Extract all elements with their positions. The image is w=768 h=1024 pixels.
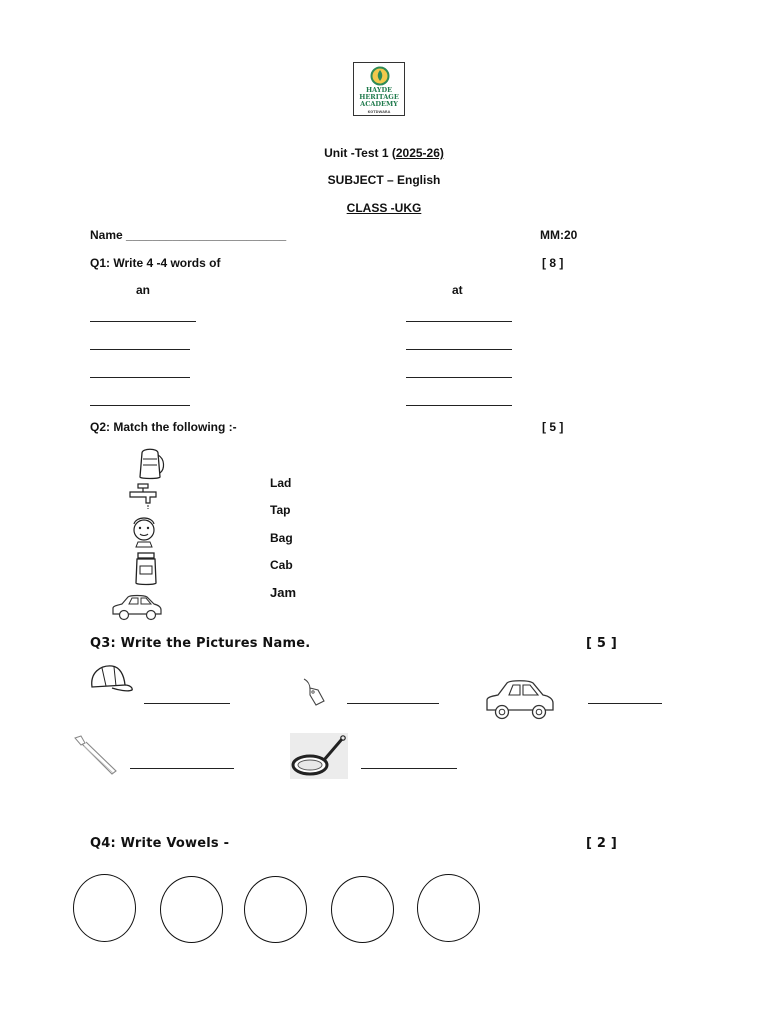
bag-picture-icon bbox=[133, 447, 169, 481]
q3-question: Q3: Write the Pictures Name. bbox=[90, 636, 311, 651]
q2-word-3: Bag bbox=[270, 531, 293, 545]
logo-line-2: HERITAGE bbox=[359, 93, 399, 101]
car-picture-2-icon bbox=[483, 676, 557, 722]
max-marks: MM:20 bbox=[540, 228, 578, 242]
q3-answer-line-5[interactable] bbox=[361, 768, 457, 769]
name-field[interactable]: Name ________________________ bbox=[90, 228, 287, 242]
tap-picture-icon bbox=[128, 483, 162, 511]
q1-column-at: at bbox=[452, 283, 463, 297]
jam-jar-picture-icon bbox=[133, 552, 159, 586]
logo-emblem-icon bbox=[370, 66, 390, 86]
tag-picture-icon bbox=[300, 677, 328, 707]
q3-answer-line-4[interactable] bbox=[130, 768, 234, 769]
q3-answer-line-2[interactable] bbox=[347, 703, 439, 704]
q3-marks: [ 5 ] bbox=[586, 636, 617, 651]
q1-answer-line-an-2[interactable] bbox=[90, 349, 190, 350]
q1-answer-line-at-4[interactable] bbox=[406, 405, 512, 406]
test-title-year: 2025-26) bbox=[395, 146, 444, 160]
q2-word-4: Cab bbox=[270, 558, 293, 572]
test-title bbox=[230, 146, 538, 160]
q4-marks: [ 2 ] bbox=[586, 836, 617, 851]
q1-column-an: an bbox=[136, 283, 151, 297]
q2-word-1: Lad bbox=[270, 476, 292, 490]
logo-line-1: HAYDE bbox=[365, 86, 393, 94]
q1-answer-line-at-2[interactable] bbox=[406, 349, 512, 350]
vowel-circle-1[interactable] bbox=[73, 874, 136, 942]
logo-line-3: ACADEMY bbox=[360, 100, 398, 108]
q1-answer-line-an-3[interactable] bbox=[90, 377, 190, 378]
subject-line: SUBJECT – English bbox=[327, 173, 441, 187]
q2-question: Q2: Match the following :- bbox=[90, 420, 237, 434]
school-logo bbox=[353, 62, 405, 116]
q2-marks: [ 5 ] bbox=[542, 420, 564, 434]
vowel-circle-4[interactable] bbox=[331, 876, 394, 943]
cap-picture-icon bbox=[88, 663, 134, 699]
q1-answer-line-at-1[interactable] bbox=[406, 321, 512, 322]
q1-answer-line-at-3[interactable] bbox=[406, 377, 512, 378]
q1-answer-line-an-4[interactable] bbox=[90, 405, 190, 406]
boy-picture-icon bbox=[129, 514, 159, 548]
bat-picture-icon bbox=[72, 733, 120, 777]
q1-answer-line-an-1[interactable] bbox=[90, 321, 196, 322]
q4-question: Q4: Write Vowels - bbox=[90, 836, 230, 851]
vowel-circle-3[interactable] bbox=[244, 876, 307, 943]
vowel-circle-2[interactable] bbox=[160, 876, 223, 943]
car-picture-icon bbox=[110, 592, 164, 622]
logo-subtext: KOTDWARA bbox=[367, 110, 391, 114]
q2-word-2: Tap bbox=[270, 503, 291, 517]
q1-marks: [ 8 ] bbox=[542, 256, 564, 270]
test-title-prefix: Unit -Test 1 ( bbox=[324, 146, 396, 160]
pan-picture-icon bbox=[290, 733, 348, 779]
class-line: CLASS -UKG bbox=[346, 201, 422, 215]
q3-answer-line-1[interactable] bbox=[144, 703, 230, 704]
q2-word-5: Jam bbox=[270, 585, 297, 600]
q1-question: Q1: Write 4 -4 words of bbox=[90, 256, 221, 270]
q3-answer-line-3[interactable] bbox=[588, 703, 662, 704]
vowel-circle-5[interactable] bbox=[417, 874, 480, 942]
